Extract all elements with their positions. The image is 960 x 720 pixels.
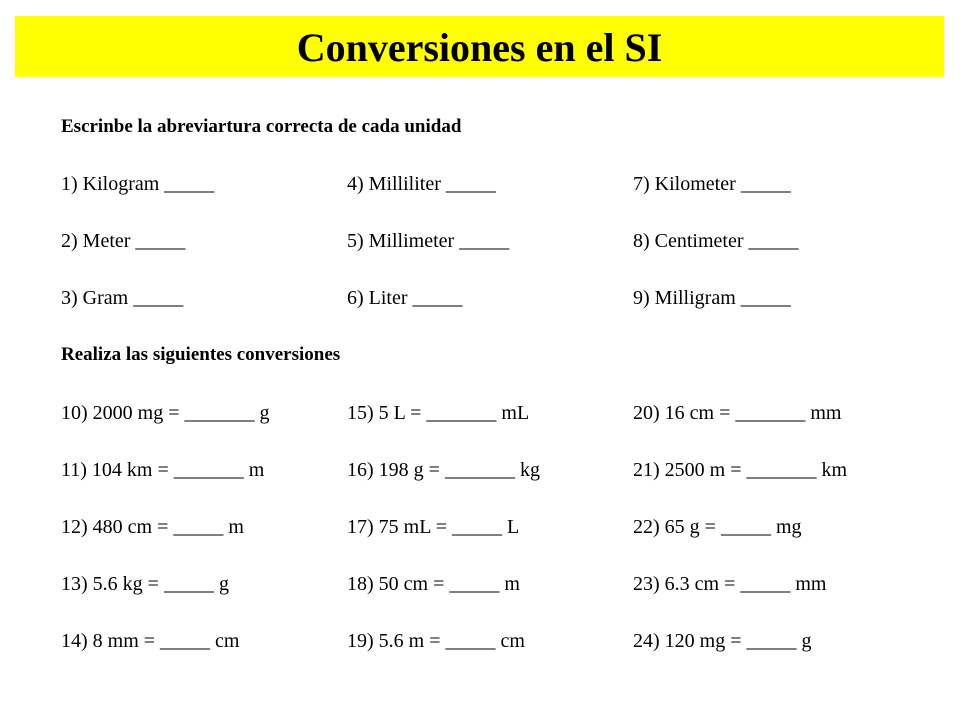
conversion-item-22: 22) 65 g = _____ mg	[633, 516, 802, 538]
unit-item-1: 1) Kilogram _____	[61, 173, 215, 195]
section-2-heading: Realiza las siguientes conversiones	[61, 344, 341, 365]
unit-item-7: 7) Kilometer _____	[633, 173, 791, 195]
section-1-heading: Escrinbe la abreviartura correcta de cada unidad	[61, 116, 462, 137]
conversion-item-20: 20) 16 cm = _______ mm	[633, 402, 842, 424]
conversion-item-10: 10) 2000 mg = _______ g	[61, 402, 270, 424]
conversion-item-17: 17) 75 mL = _____ L	[347, 516, 520, 538]
unit-item-4: 4) Milliliter _____	[347, 173, 496, 195]
unit-item-8: 8) Centimeter _____	[633, 230, 799, 252]
title-banner	[15, 16, 944, 77]
conversion-item-11: 11) 104 km = _______ m	[61, 459, 265, 481]
page-title: Conversiones en el SI	[296, 24, 663, 70]
unit-item-6: 6) Liter _____	[347, 287, 463, 309]
unit-item-5: 5) Millimeter _____	[347, 230, 510, 252]
conversion-item-13: 13) 5.6 kg = _____ g	[61, 573, 229, 595]
conversion-item-14: 14) 8 mm = _____ cm	[61, 630, 240, 652]
conversion-item-16: 16) 198 g = _______ kg	[347, 459, 540, 481]
conversion-item-15: 15) 5 L = _______ mL	[347, 402, 530, 424]
conversion-item-24: 24) 120 mg = _____ g	[633, 630, 812, 652]
unit-item-3: 3) Gram _____	[61, 287, 184, 309]
unit-item-9: 9) Milligram _____	[633, 287, 791, 309]
conversion-item-19: 19) 5.6 m = _____ cm	[347, 630, 525, 652]
conversion-item-23: 23) 6.3 cm = _____ mm	[633, 573, 827, 595]
conversion-item-12: 12) 480 cm = _____ m	[61, 516, 244, 538]
conversion-item-18: 18) 50 cm = _____ m	[347, 573, 520, 595]
conversion-item-21: 21) 2500 m = _______ km	[633, 459, 848, 481]
unit-item-2: 2) Meter _____	[61, 230, 186, 252]
